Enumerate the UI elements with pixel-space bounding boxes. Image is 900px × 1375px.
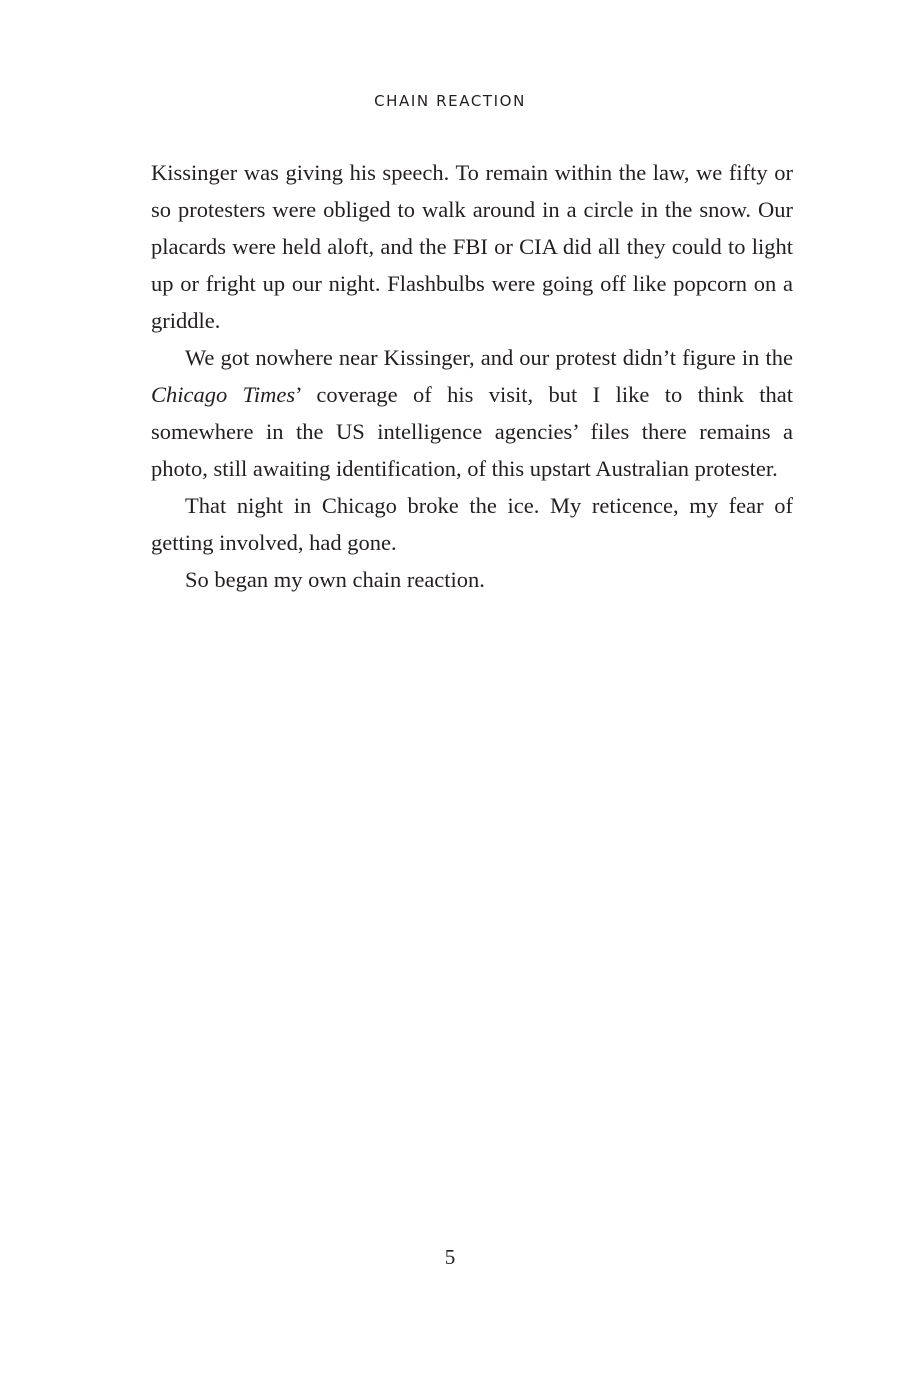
paragraph-4: So began my own chain reaction. — [185, 567, 485, 592]
paragraph-2-rest: ’ coverage of his visit, but I like to think that somewhere in the US intelligence agencies’ files there remains a photo, still awaiting identification, of this upstart Australian protester. — [151, 382, 793, 481]
paragraph-3: That night in Chicago broke the ice. My reticence, my fear of getting involved, had gone. — [151, 493, 793, 555]
paragraph-2-lead: We got nowhere near Kissinger, and our protest didn’t figure in the — [185, 345, 793, 370]
running-head: CHAIN REACTION — [374, 92, 526, 110]
paragraph-1: Kissinger was giving his speech. To remain within the law, we fifty or so protesters were obliged to walk around in a circle in the snow. Our placards were held aloft, and the FBI or CIA did all they could to light up or fright up our night. Flashbulbs were going off like popcorn on a griddle. — [151, 160, 793, 333]
page-number: 5 — [444, 1245, 456, 1269]
body-text — [151, 154, 793, 598]
publication-title: Chicago Times — [151, 382, 296, 407]
paragraph-2 — [151, 339, 793, 487]
